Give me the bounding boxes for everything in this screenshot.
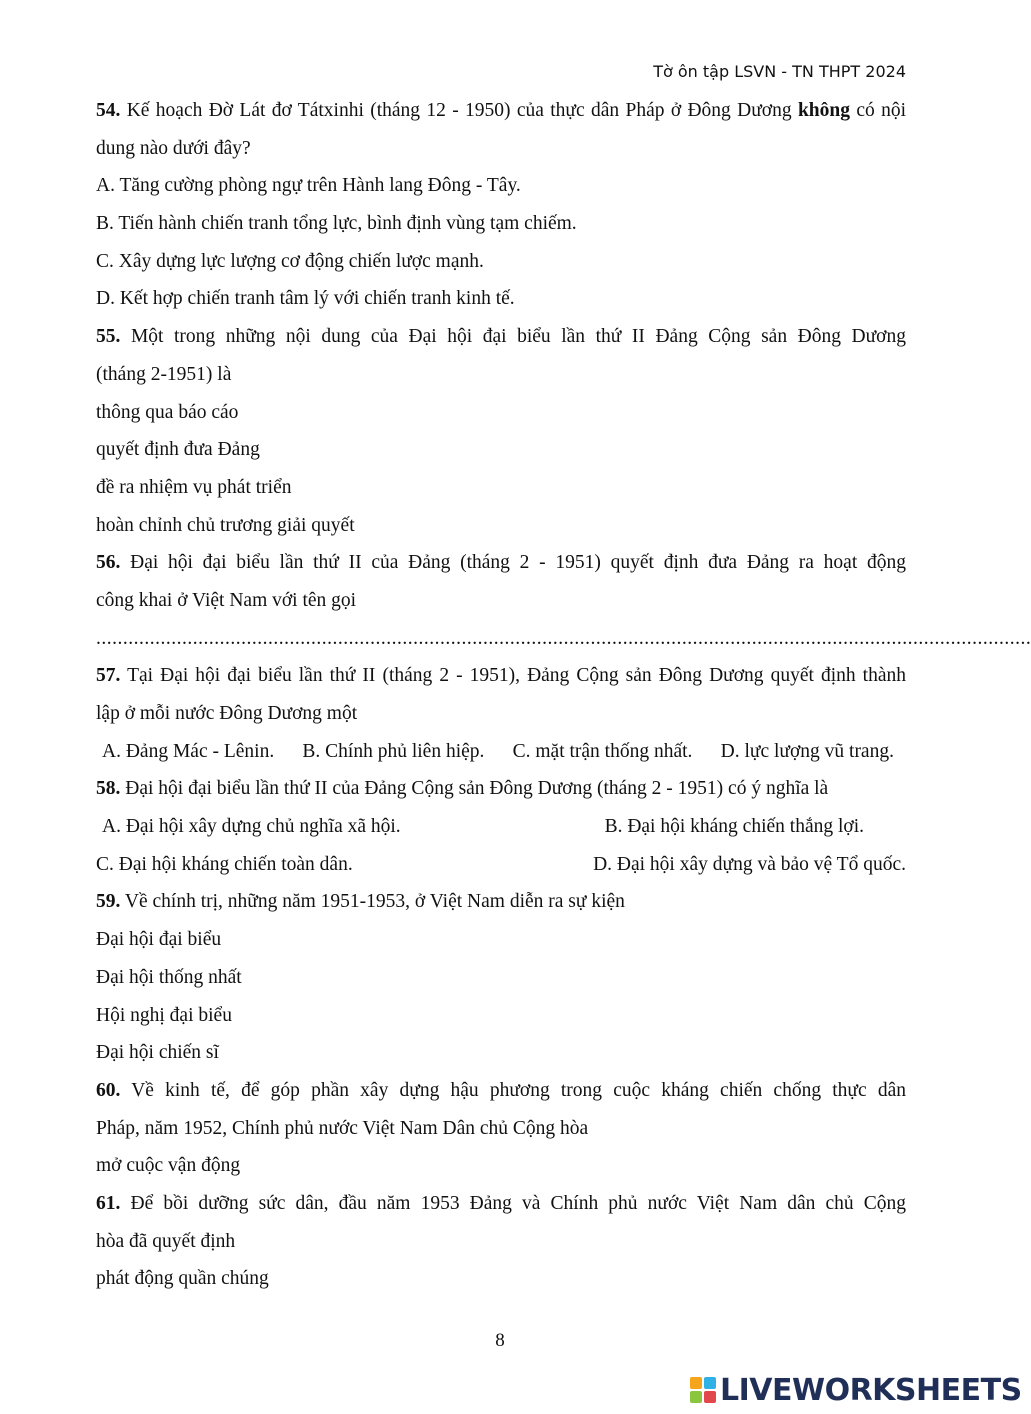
logo-grid-icon	[690, 1377, 716, 1403]
question-text: Kế hoạch Đờ Lát đơ Tátxinhi (tháng 12 - 1950) của thực dân Pháp ở Đông Dương	[126, 100, 792, 121]
question-56	[96, 544, 906, 582]
answer-fragment[interactable]: thông qua báo cáo	[96, 401, 239, 423]
option-c[interactable]: C. mặt trận thống nhất.	[512, 740, 693, 762]
question-text-cont: công khai ở Việt Nam với tên gọi	[96, 589, 357, 611]
answer-fragment[interactable]: phát động quần chúng	[96, 1268, 269, 1290]
question-58	[96, 770, 906, 808]
page-header: Tờ ôn tập LSVN - TN THPT 2024	[653, 62, 906, 81]
worksheet-content	[96, 92, 1031, 1298]
question-59	[96, 883, 906, 921]
question-text-cont: Pháp, năm 1952, Chính phủ nước Việt Nam Dân chủ Cộng hòa	[96, 1117, 589, 1139]
question-text: có nội	[856, 100, 907, 121]
logo-text: LIVEWORKSHEETS	[720, 1372, 1022, 1408]
question-text: Để bồi dưỡng sức dân, đầu năm 1953 Đảng và Chính phủ nước Việt Nam dân chủ Cộng	[130, 1192, 906, 1214]
question-61	[96, 1185, 906, 1223]
options-row	[96, 808, 906, 846]
question-text: Một trong những nội dung của Đại hội đại biểu lần thứ II Đảng Cộng sản Đông Dương	[130, 326, 906, 348]
question-number: 58.	[96, 778, 121, 800]
logo-square	[690, 1391, 702, 1403]
question-text-cont: dung nào dưới đây?	[96, 137, 251, 159]
question-number: 61.	[96, 1192, 121, 1214]
logo-square	[690, 1377, 702, 1389]
question-text: Về chính trị, những năm 1951-1953, ở Việt Nam diễn ra sự kiện	[124, 891, 625, 913]
question-text: Đại hội đại biểu lần thứ II của Đảng (tháng 2 - 1951) quyết định đưa Đảng ra hoạt động	[130, 552, 907, 574]
answer-fragment[interactable]: hoàn chỉnh chủ trương giải quyết	[96, 514, 355, 536]
question-57	[96, 657, 906, 695]
answer-fragment[interactable]: Đại hội thống nhất	[96, 966, 242, 988]
answer-fragment[interactable]: đề ra nhiệm vụ phát triển	[96, 476, 292, 498]
question-text: Tại Đại hội đại biểu lần thứ II (tháng 2 - 1951), Đảng Cộng sản Đông Dương quyết định thành	[127, 665, 906, 687]
question-text-cont: hòa đã quyết định	[96, 1230, 236, 1252]
question-text-cont: lập ở mỗi nước Đông Dương một	[96, 703, 358, 724]
option-a[interactable]: A. Đại hội xây dựng chủ nghĩa xã hội.	[102, 816, 401, 838]
question-number: 54.	[96, 100, 121, 121]
question-54	[96, 92, 906, 130]
option-c[interactable]: C. Xây dựng lực lượng cơ động chiến lược mạnh.	[96, 250, 484, 272]
question-text: Đại hội đại biểu lần thứ II của Đảng Cộng sản Đông Dương (tháng 2 - 1951) có ý nghĩa là	[125, 778, 829, 800]
logo-square	[704, 1377, 716, 1389]
answer-blank-line[interactable]: ..............................................................................................................................................................................	[96, 627, 1031, 649]
option-b[interactable]: B. Đại hội kháng chiến thắng lợi.	[604, 816, 864, 838]
answer-fragment[interactable]: Đại hội chiến sĩ	[96, 1042, 219, 1064]
option-d[interactable]: D. lực lượng vũ trang.	[720, 740, 894, 762]
option-a[interactable]: A. Đảng Mác - Lênin.	[102, 740, 275, 762]
question-number: 55.	[96, 326, 121, 348]
question-55	[96, 318, 906, 356]
options-row	[96, 846, 906, 884]
page-number: 8	[495, 1330, 505, 1351]
question-number: 56.	[96, 552, 121, 574]
answer-fragment[interactable]: mở cuộc vận động	[96, 1155, 241, 1177]
question-number: 60.	[96, 1079, 121, 1101]
answer-fragment[interactable]: Hội nghị đại biểu	[96, 1004, 232, 1026]
question-60	[96, 1072, 906, 1110]
answer-fragment[interactable]: quyết định đưa Đảng	[96, 439, 260, 461]
question-text: Về kinh tế, để góp phần xây dựng hậu phương trong cuộc kháng chiến chống thực dân	[131, 1079, 906, 1101]
liveworksheets-logo[interactable]	[690, 1372, 1022, 1408]
option-d[interactable]: D. Kết hợp chiến tranh tâm lý với chiến tranh kinh tế.	[96, 288, 515, 310]
logo-square	[704, 1391, 716, 1403]
question-number: 59.	[96, 891, 121, 913]
options-row	[96, 733, 906, 771]
option-a[interactable]: A. Tăng cường phòng ngự trên Hành lang Đông - Tây.	[96, 175, 521, 197]
emphasis-text: không	[797, 100, 850, 121]
option-d[interactable]: D. Đại hội xây dựng và bảo vệ Tổ quốc.	[593, 853, 906, 875]
option-b[interactable]: B. Chính phủ liên hiệp.	[302, 740, 485, 762]
question-number: 57.	[96, 665, 121, 687]
answer-fragment[interactable]: Đại hội đại biểu	[96, 929, 222, 951]
option-b[interactable]: B. Tiến hành chiến tranh tổng lực, bình định vùng tạm chiếm.	[96, 213, 577, 235]
question-text-cont: (tháng 2-1951) là	[96, 363, 232, 385]
option-c[interactable]: C. Đại hội kháng chiến toàn dân.	[96, 853, 353, 875]
